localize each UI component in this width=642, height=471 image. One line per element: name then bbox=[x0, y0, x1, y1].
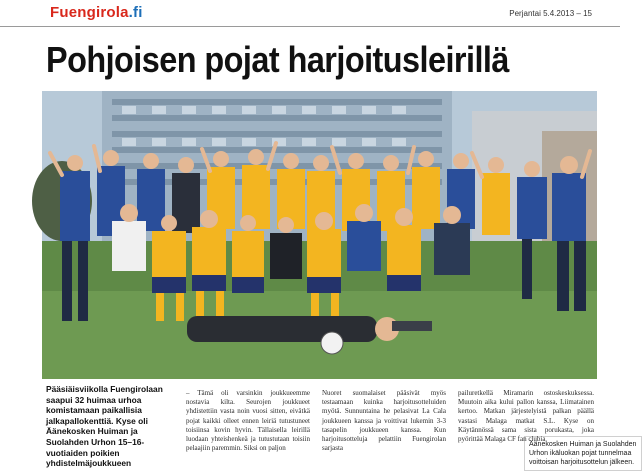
article-column-3: pailuretkellä Miramarin ostoskeskuksessa. Muutoin aika kului pallon kanssa, Liimatainen kertoo. Matkan järjestelyistä palkan päällä vastasi Malaga matkat S.L. Kyse on Käytännössä sama sista porukasta, joka pyörittää Malaga CF fan clubia bbox=[458, 389, 594, 444]
logo-main-text: Fuengirola bbox=[50, 4, 129, 21]
page-dateline: Perjantai 5.4.2013 – 15 bbox=[509, 9, 592, 18]
newspaper-logo[interactable] bbox=[50, 4, 143, 21]
article-intro: Pääsiäisviikolla Fuengirolaan saapui 32 huimaa urhoa komistamaan paikallisia jalkapallokenttiä. Kyse oli Äänekosken Huiman ja Suolahden Urhon 15–16-vuotiaiden poikien yhdistelmäjoukkueen bbox=[46, 384, 163, 469]
article-headline: Pohjoisen pojat harjoitusleirillä bbox=[46, 39, 509, 80]
article-column-1: – Tämä oli varsinkin joukkueemme nostavia kilta. Seurojen joukkueet yhdistettiin vasta noin vuosi sitten, eivätkä pojat kaikki olleet ennen leiriä tutustuneet toisiinsa kovin hyvin. Tällaisella leirillä luodaan yhteishenkeä ja tutustutaan toisiin pelaajiin paremmin. Siksi on paljon bbox=[186, 389, 310, 453]
team-photo-illustration bbox=[42, 91, 597, 379]
photo-caption: Äänekosken Huiman ja Suolahden Urhon ikäluokan pojat tunnelmaa voittoisan harjoitusottelun jälkeen. bbox=[524, 436, 642, 471]
masthead bbox=[0, 0, 620, 27]
logo-suffix-text: .fi bbox=[128, 4, 143, 21]
article-column-2: Nuoret suomalaiset pääsivät myös testaamaan kuinka harjoitusotteluiden myötä. Sunnuntaina he pelasivat La Cala joukkueen kanssa ja voittivat lukemin 3-3 tasapelin joukkueen kanssa. Kun harjoitusotteluja pelattiin Fuengirolan sarjasta bbox=[322, 389, 446, 453]
